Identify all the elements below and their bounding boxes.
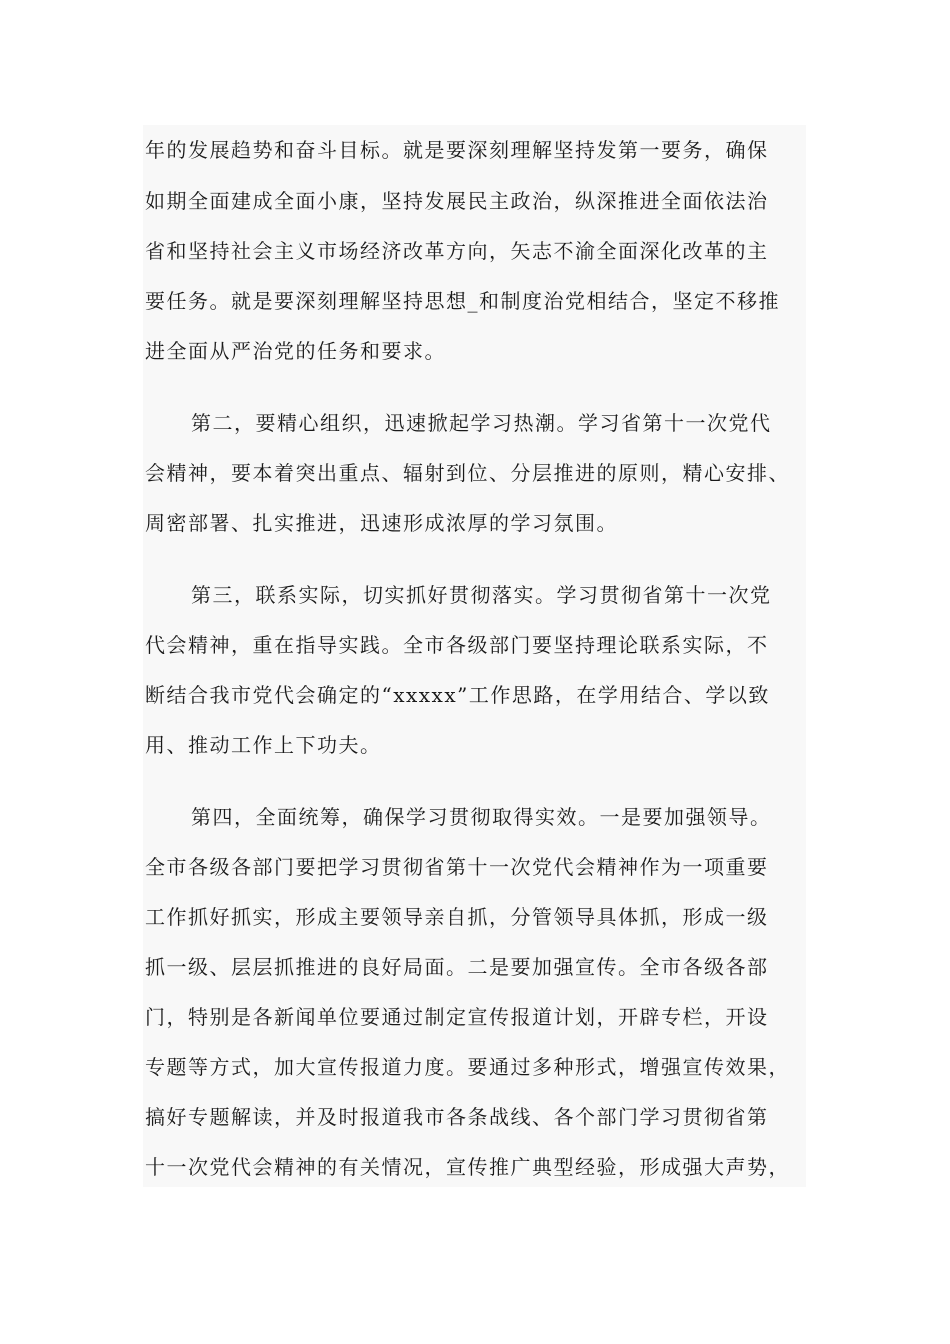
text-line: 会精神，要本着突出重点、辐射到位、分层推进的原则，精心安排、 (145, 461, 790, 485)
text-line: 代会精神，重在指导实践。全市各级部门要坚持理论联系实际，不 (145, 633, 769, 657)
text-line: 如期全面建成全面小康，坚持发展民主政治，纵深推进全面依法治 (145, 189, 769, 213)
text-line: 进全面从严治党的任务和要求。 (145, 339, 446, 363)
text-line: 年的发展趋势和奋斗目标。就是要深刻理解坚持发第一要务，确保 (145, 138, 769, 162)
text-line: 专题等方式，加大宣传报道力度。要通过多种形式，增强宣传效果， (145, 1055, 790, 1079)
text-line: 周密部署、扎实推进，迅速形成浓厚的学习氛围。 (145, 511, 618, 535)
text-line: 抓一级、层层抓推进的良好局面。二是要加强宣传。全市各级各部 (145, 955, 769, 979)
text-line: 用、推动工作上下功夫。 (145, 733, 382, 757)
text-line: 全市各级各部门要把学习贯彻省第十一次党代会精神作为一项重要 (145, 855, 769, 879)
text-line: 搞好专题解读，并及时报道我市各条战线、各个部门学习贯彻省第 (145, 1105, 769, 1129)
text-line: 省和坚持社会主义市场经济改革方向，矢志不渝全面深化改革的主 (145, 239, 769, 263)
text-line: 断结合我市党代会确定的“xxxxx”工作思路，在学用结合、学以致 (145, 683, 770, 707)
paragraph-first-line: 第三，联系实际，切实抓好贯彻落实。学习贯彻省第十一次党 (191, 583, 772, 607)
text-line: 工作抓好抓实，形成主要领导亲自抓，分管领导具体抓，形成一级 (145, 905, 769, 929)
paragraph-first-line: 第四，全面统筹，确保学习贯彻取得实效。一是要加强领导。 (191, 805, 772, 829)
text-line: 要任务。就是要深刻理解坚持思想_和制度治党相结合，坚定不移推 (145, 289, 780, 313)
text-line: 门，特别是各新闻单位要通过制定宣传报道计划，开辟专栏，开设 (145, 1005, 769, 1029)
paragraph-first-line: 第二，要精心组织，迅速掀起学习热潮。学习省第十一次党代 (191, 411, 772, 435)
text-line: 十一次党代会精神的有关情况，宣传推广典型经验，形成强大声势， (145, 1155, 790, 1179)
